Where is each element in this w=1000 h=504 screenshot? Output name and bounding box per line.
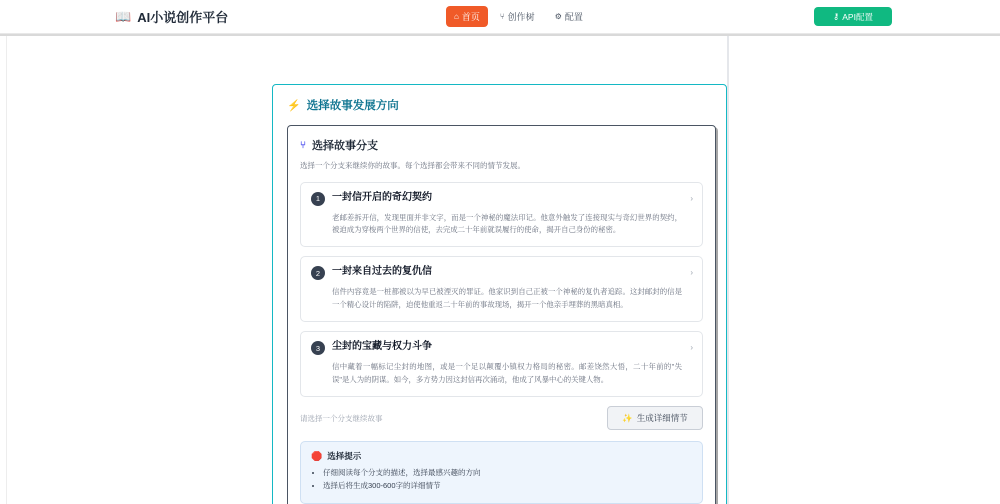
branch-number-2: 2 xyxy=(311,266,325,280)
chevron-right-icon: › xyxy=(690,343,693,353)
brand-label: AI小说创作平台 xyxy=(137,10,229,25)
tree-icon: ⑂ xyxy=(499,12,505,21)
branch-desc-1: 老邮差拆开信，发现里面并非文字，而是一个神秘的魔法印记。他意外触发了连接现实与奇幻世界的契约，被迫成为穿梭两个世界的信使，去完成二十年前就误履行的使命，揭开自己身份的秘密。 xyxy=(332,212,682,235)
page-title xyxy=(287,97,712,113)
app-brand xyxy=(115,7,228,26)
branch-panel-subtitle: 选择一个分支来继续你的故事。每个选择都会带来不同的情节发展。 xyxy=(300,161,525,170)
branch-number-1: 1 xyxy=(311,192,325,206)
top-navigation xyxy=(446,6,591,27)
branch-desc-2: 信件内容竟是一桩都被以为早已被湮灭的罪证。他家识到自己正被一个神秘的复仇者追踪。这封邮封的信是一个精心设计的陷阱，迫使他重返二十年前的事故现场，揭开一个他亲手埋葬的黑暗真相。 xyxy=(332,287,682,310)
generate-detail-button[interactable] xyxy=(607,406,703,430)
page-title-label: 选择故事发展方向 xyxy=(306,100,399,112)
branch-panel-heading xyxy=(300,137,703,153)
branch-footer-hint: 请选择一个分支继续故事 xyxy=(300,413,383,423)
page-body xyxy=(0,34,1000,504)
nav-item-home-label: 首页 xyxy=(461,12,480,22)
tips-list xyxy=(311,467,692,493)
branch-panel-heading-label: 选择故事分支 xyxy=(312,140,378,152)
right-divider xyxy=(727,36,729,504)
branch-desc-3: 信中藏着一幅标记尘封的地图，或是一个足以颠覆小镇权力格局的秘密。邮差饶然大悟，二十年前的"失误"是人为的阴谋。如今，多方势力因这封信再次涌动，他成了风暴中心的关键人物。 xyxy=(332,362,682,385)
generate-detail-label: 生成详细情节 xyxy=(636,413,688,424)
tips-heading xyxy=(311,450,692,462)
branch-option-2[interactable] xyxy=(300,256,703,322)
gear-icon: ⚙ xyxy=(554,12,562,21)
nav-item-creation-tree[interactable] xyxy=(492,6,543,27)
tips-item: • 选择后将生成300-600字的详细情节 xyxy=(323,480,692,493)
alert-circle-icon: 🛑 xyxy=(311,450,323,461)
story-direction-card xyxy=(272,84,727,504)
tips-item: • 仔细阅读每个分支的描述，选择最感兴趣的方向 xyxy=(323,467,692,480)
branch-icon: ⑂ xyxy=(300,139,306,151)
home-icon: ⌂ xyxy=(454,12,459,21)
tips-panel xyxy=(300,441,703,504)
tips-heading-label: 选择提示 xyxy=(327,451,362,462)
nav-item-creation-tree-label: 创作树 xyxy=(507,12,535,22)
api-config-label: API配置 xyxy=(842,11,873,22)
branch-selection-panel xyxy=(287,125,716,504)
lightning-icon: ⚡ xyxy=(287,99,301,112)
branch-title-3: 尘封的宝藏与权力斗争 xyxy=(332,341,432,353)
chevron-right-icon: › xyxy=(690,268,693,278)
top-bar xyxy=(0,0,1000,34)
left-rail xyxy=(0,36,7,504)
nav-item-settings-label: 配置 xyxy=(564,12,583,22)
key-icon: ⚷ xyxy=(833,11,840,21)
branch-option-3[interactable] xyxy=(300,331,703,397)
api-config-button[interactable] xyxy=(814,7,892,26)
nav-item-home[interactable] xyxy=(446,6,488,27)
book-icon: 📖 xyxy=(115,9,132,24)
branch-number-3: 3 xyxy=(311,341,325,355)
nav-item-settings[interactable] xyxy=(547,6,591,27)
branch-title-2: 一封来自过去的复仇信 xyxy=(332,266,432,278)
branch-title-1: 一封信开启的奇幻契约 xyxy=(332,191,432,203)
chevron-right-icon: › xyxy=(690,193,693,203)
sparkle-icon: ✨ xyxy=(622,412,633,423)
branch-option-1[interactable] xyxy=(300,182,703,248)
branch-footer xyxy=(300,406,703,430)
